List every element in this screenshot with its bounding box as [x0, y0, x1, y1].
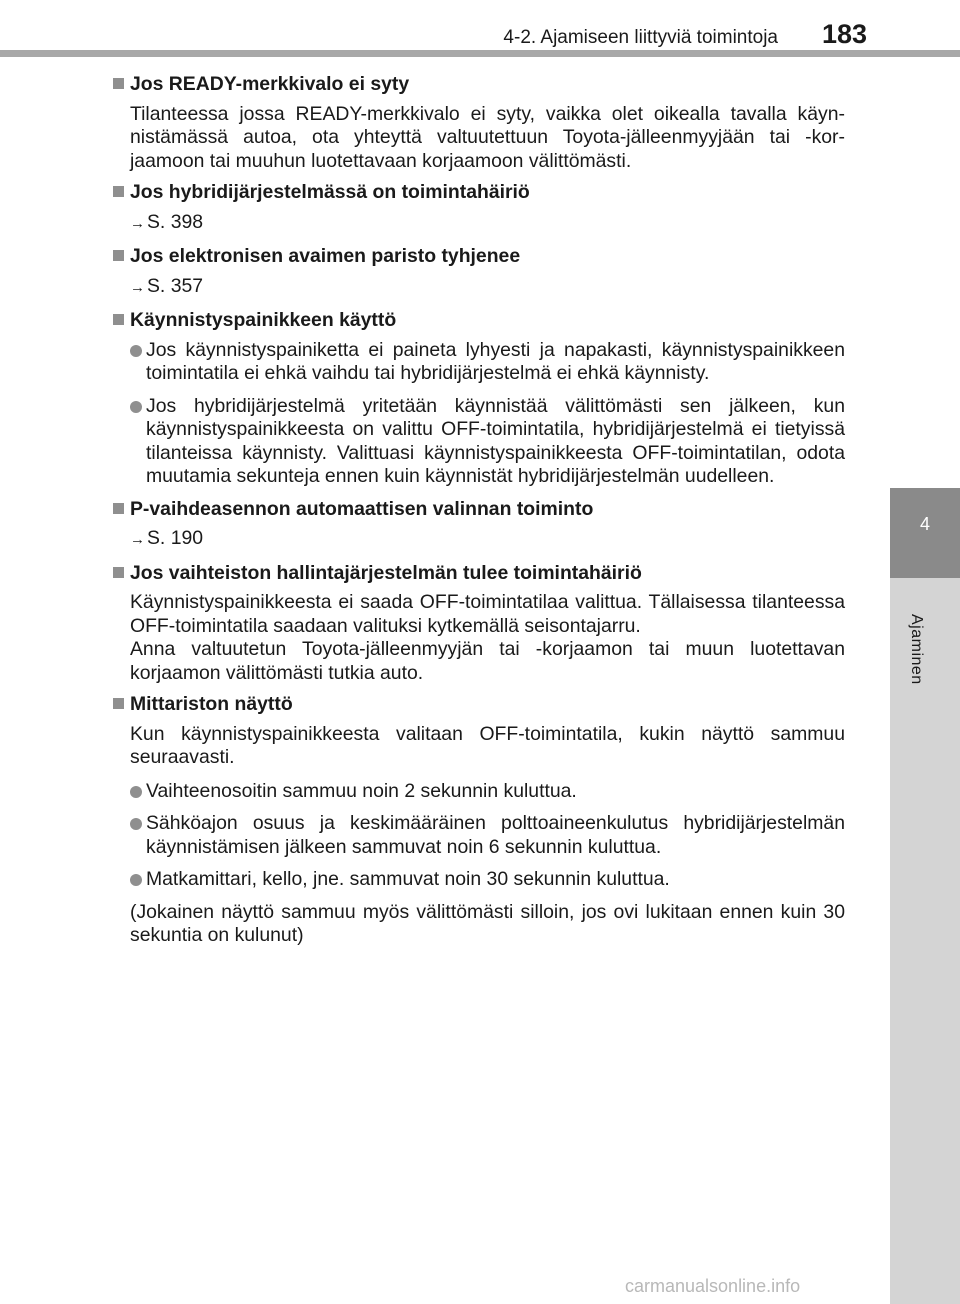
watermark: carmanualsonline.info	[625, 1276, 801, 1296]
heading-text: Jos elektronisen avaimen paristo tyhjenee	[130, 245, 521, 267]
list-item-text: Vaihteenosoitin sammuu noin 2 sekunnin kuluttua.	[146, 779, 577, 802]
page-reference[interactable]	[130, 211, 845, 236]
round-bullet-icon	[130, 818, 142, 830]
square-bullet-icon	[113, 503, 124, 514]
round-bullet-icon	[130, 401, 142, 413]
arrow-right-icon: →	[130, 278, 145, 296]
section-heading	[110, 309, 845, 333]
arrow-right-icon: →	[130, 531, 145, 548]
round-bullet-icon	[130, 345, 142, 357]
chapter-tab	[890, 488, 960, 578]
chapter-label: Ajaminen	[908, 614, 925, 685]
paragraph-line: Anna valtuutetun Toyota-jälleenmyyjän tai -korjaamon tai muun luotettavan korjaamon välittömästi tutkia auto.	[130, 638, 845, 684]
section-heading	[110, 498, 845, 522]
square-bullet-icon	[113, 567, 124, 578]
list-item-text: Jos hybridijärjestelmä yritetään käynnistää välittömästi sen jälkeen, kun käynnistyspainikkeesta on valittu OFF-toimintatila, hybridijärjestelmä ei tietyissä tilanteissa käynnisty. Valittuasi käynnistyspainikkeesta OFF-toimintatilan, odota muutamia sekunteja ennen kuin käynnistät hybridijärjestelmän uudelleen.	[146, 394, 845, 487]
section-paragraph: Tilanteessa jossa READY-merkkivalo ei syty, vaikka olet oikealla tavalla käynnistämässä autoa, ota yhteyttä valtuutettuun Toyota-jälleenmyyjään tai -korjaamoon tai muuhun luotettavaan korjaamoon välittömästi.	[130, 102, 845, 172]
list-item	[130, 339, 845, 386]
square-bullet-icon	[113, 250, 124, 261]
page-reference-text: S. 398	[147, 210, 204, 233]
page-reference-text: S. 190	[147, 527, 204, 549]
heading-text: Jos hybridijärjestelmässä on toimintahäiriö	[130, 181, 530, 203]
chapter-strip	[890, 578, 960, 1304]
list-item-text: Sähköajon osuus ja keskimääräinen polttoaineenkulutus hybridijärjestelmän käynnistämisen jälkeen sammuvat noin 6 sekunnin kuluttua.	[146, 812, 845, 858]
header-rule	[0, 50, 960, 57]
section-heading	[110, 245, 845, 269]
square-bullet-icon	[113, 698, 124, 709]
paragraph-line: Käynnistyspainikkeesta ei saada OFF-toimintatilaa valittua. Tällaisessa tilanteessa OFF-toimintatila saadaan valituksi kytkemällä seisontajarru.	[130, 591, 845, 637]
list-item	[130, 868, 845, 892]
page-reference[interactable]	[130, 275, 845, 300]
list-item	[130, 812, 845, 859]
square-bullet-icon	[113, 186, 124, 197]
arrow-right-icon: →	[130, 214, 145, 232]
page-content	[110, 73, 845, 956]
section-paragraph	[130, 591, 845, 685]
page-number: 183	[822, 19, 868, 49]
heading-text: Käynnistyspainikkeen käyttö	[130, 309, 397, 331]
heading-text: P-vaihdeasennon automaattisen valinnan toiminto	[130, 497, 594, 520]
list-item	[130, 395, 845, 489]
round-bullet-icon	[130, 786, 142, 798]
section-heading	[110, 562, 845, 586]
page-reference[interactable]	[130, 527, 845, 552]
section-paragraph: Kun käynnistyspainikkeesta valitaan OFF-toimintatila, kukin näyttö sammuu seuraavasti.	[130, 722, 845, 768]
list-item-text: Matkamittari, kello, jne. sammuvat noin 30 sekunnin kuluttua.	[146, 868, 670, 890]
chapter-number: 4	[919, 514, 930, 534]
section-heading	[110, 73, 845, 97]
square-bullet-icon	[113, 78, 124, 89]
round-bullet-icon	[130, 874, 142, 886]
heading-text: Jos vaihteiston hallintajärjestelmän tulee toimintahäiriö	[130, 561, 642, 584]
heading-text: Mittariston näyttö	[130, 693, 293, 715]
square-bullet-icon	[113, 314, 124, 325]
section-heading	[110, 181, 845, 205]
page-reference-text: S. 357	[147, 274, 204, 297]
section-heading	[110, 693, 845, 717]
list-item-text: Jos käynnistyspainiketta ei paineta lyhyesti ja napakasti, käynnistyspainikkeen toimintatila ei ehkä vaihdu tai hybridijärjestelmä ei ehkä käynnisty.	[146, 338, 845, 384]
header-section-title: 4-2. Ajamiseen liittyviä toimintoja	[503, 27, 778, 48]
list-item	[130, 780, 845, 804]
section-note: (Jokainen näyttö sammuu myös välittömästi silloin, jos ovi lukitaan ennen kuin 30 sekuntia on kulunut)	[130, 900, 845, 946]
heading-text: Jos READY-merkkivalo ei syty	[130, 73, 410, 95]
